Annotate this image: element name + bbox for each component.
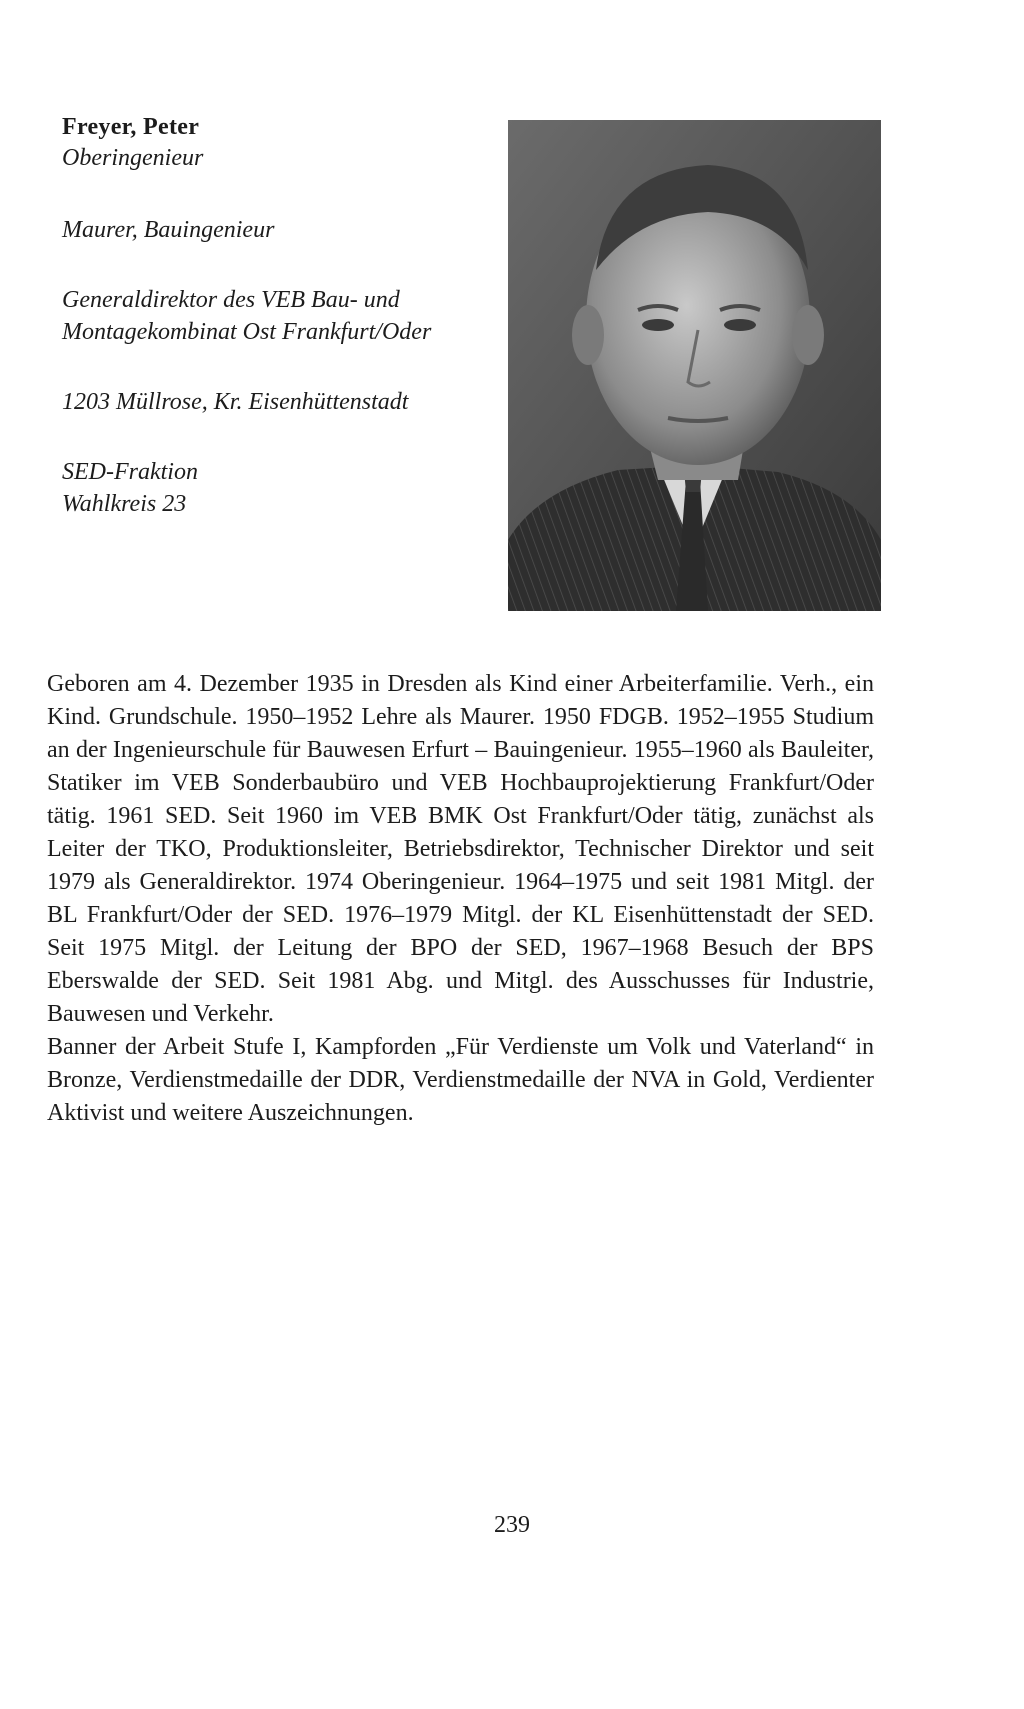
- person-professions: Maurer, Bauingenieur: [62, 217, 275, 243]
- entry-header: [62, 112, 482, 520]
- biography-paragraph-1: Geboren am 4. Dezember 1935 in Dresden als Kind einer Arbeiterfamilie. Verh., ein Kind. Grundschule. 1950–1952 Lehre als Maurer. 1950 FDGB. 1952–1955 Studium an der Ingenieurschule für Bauwesen Erfurt – Bauingenieur. 1955–1960 als Bauleiter, Statiker im VEB Sonderbaubüro und VEB Hochbauprojektierung Frankfurt/Oder tätig. 1961 SED. Seit 1960 im VEB BMK Ost Frankfurt/Oder tätig, zunächst als Leiter der TKO, Produktionsleiter, Betriebsdirektor, Technischer Direktor und seit 1979 als Generaldirektor. 1974 Oberingenieur. 1964–1975 und seit 1981 Mitgl. der BL Frankfurt/Oder der SED. 1976–1979 Mitgl. der KL Eisenhüttenstadt der SED. Seit 1975 Mitgl. der Leitung der BPO der SED, 1967–1968 Besuch der BPS Eberswalde der SED. Seit 1981 Abg. und Mitgl. des Ausschusses für Industrie, Bauwesen und Verkehr.: [47, 671, 874, 1027]
- biography-paragraph-2: Banner der Arbeit Stufe I, Kampforden „Für Verdienste um Volk und Vaterland“ in Bronze, Verdienstmedaille der DDR, Verdienstmedaille der NVA in Gold, Verdienter Aktivist und weitere Auszeichnungen.: [47, 1034, 874, 1126]
- page-number: 239: [494, 1512, 530, 1538]
- person-address: 1203 Müllrose, Kr. Eisenhüttenstadt: [62, 389, 409, 415]
- position-line-2: Montagekombinat Ost Frankfurt/Oder: [62, 319, 432, 345]
- position-line-1: Generaldirektor des VEB Bau- und: [62, 287, 400, 313]
- person-title: Oberingenieur: [62, 145, 204, 171]
- portrait-photo: [508, 120, 881, 611]
- biography: [47, 668, 874, 1130]
- faction: SED-Fraktion: [62, 459, 198, 485]
- constituency: Wahlkreis 23: [62, 491, 187, 517]
- person-name: Freyer, Peter: [62, 114, 200, 140]
